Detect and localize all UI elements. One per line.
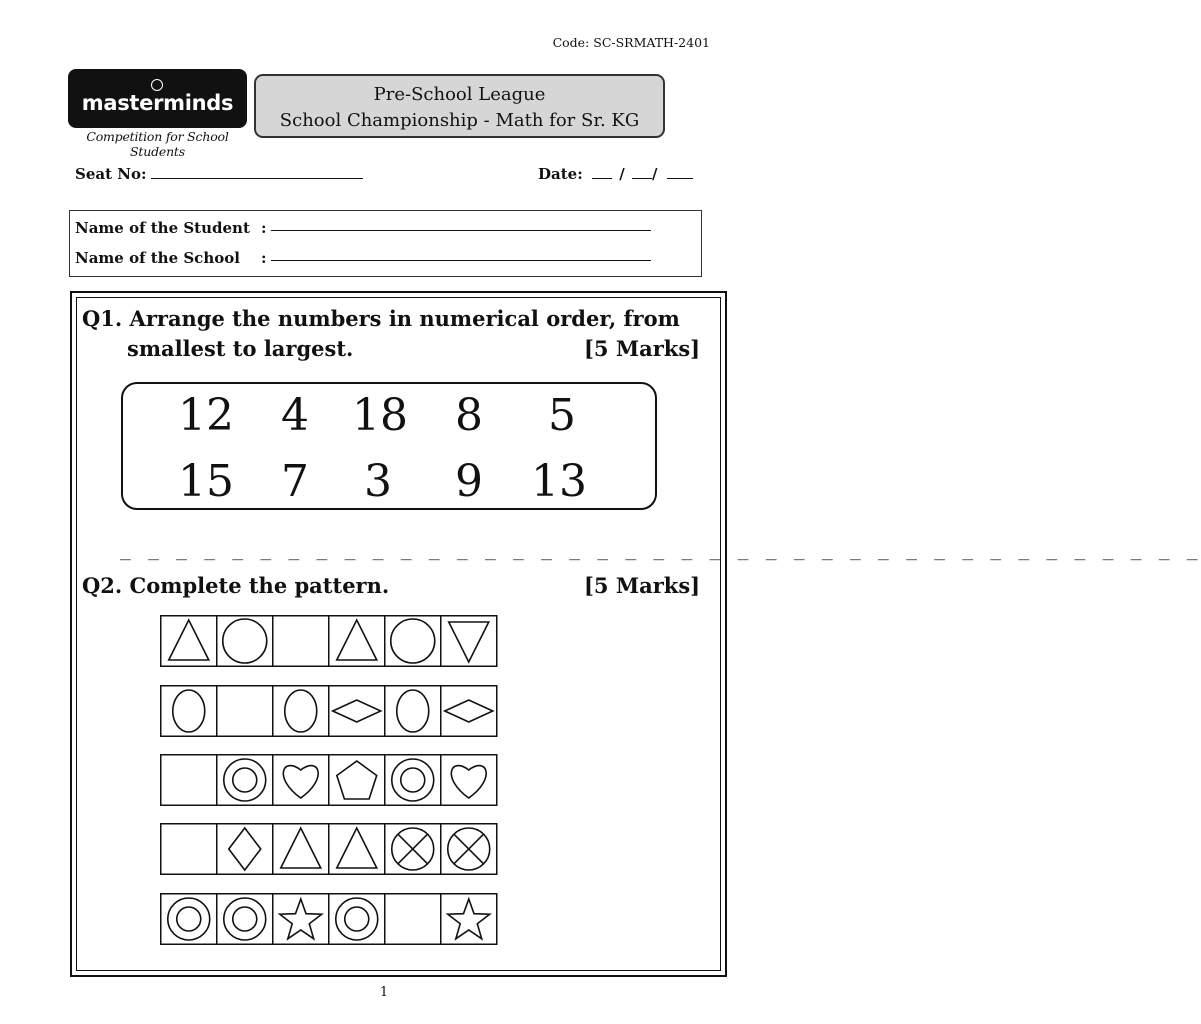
globe-icon [151,79,163,91]
date-year-blank[interactable] [667,167,693,179]
student-name-row[interactable] [75,219,675,237]
pattern-row [160,685,497,737]
triangle-icon [273,824,329,875]
pattern-row-svg [160,893,497,945]
pattern-row [160,615,497,667]
number-item: 7 [281,456,309,507]
school-colon: : [261,249,267,267]
number-item: 3 [364,456,392,507]
number-item: 4 [281,390,309,441]
q1-question-line-1: Q1. Arrange the numbers in numerical order, from [82,306,680,331]
oval-icon [273,686,329,737]
double-circle-icon [329,894,385,945]
pattern-row [160,893,497,945]
number-item: 12 [178,390,234,441]
date-field[interactable]: Date: / / [538,165,693,183]
q2-question: Q2. Complete the pattern. [82,573,390,598]
oval-icon [161,686,217,737]
pattern-row [160,754,497,806]
heart-icon [273,755,329,806]
logo-tagline: Competition for School Students [86,129,229,159]
numbers-box [121,382,657,510]
title-box [254,74,665,138]
date-label: Date: [538,165,583,183]
triangle-icon [329,824,385,875]
title-line-2: School Championship - Math for Sr. KG [279,110,640,131]
double-circle-icon [217,755,273,806]
heart-icon [441,755,497,806]
number-item: 8 [455,390,483,441]
date-day-blank[interactable] [592,167,612,179]
double-circle-icon [161,894,217,945]
star-icon [273,894,329,945]
school-name-row[interactable] [75,249,675,267]
double-circle-icon [385,755,441,806]
blank-cell[interactable] [161,755,217,806]
circle-icon [385,616,441,667]
number-item: 9 [455,456,483,507]
paper-code: Code: SC-SRMATH-2401 [552,35,710,50]
diamond-wide-icon [441,686,497,737]
blank-cell[interactable] [273,616,329,667]
name-box [69,210,702,277]
seat-label: Seat No: [75,165,147,183]
title-line-1: Pre-School League [373,84,546,105]
pattern-row-svg [160,685,497,737]
number-item: 5 [548,390,576,441]
circle-x-icon [385,824,441,875]
blank-cell[interactable] [385,894,441,945]
student-name-blank[interactable] [271,230,651,231]
school-name-blank[interactable] [271,260,651,261]
diamond-tall-icon [217,824,273,875]
q1-marks: [5 Marks] [584,336,701,361]
circle-x-icon [441,824,497,875]
seat-blank[interactable] [151,167,363,179]
oval-icon [385,686,441,737]
pentagon-icon [329,755,385,806]
triangle-icon [161,616,217,667]
student-name-label: Name of the Student [75,219,250,237]
double-circle-icon [217,894,273,945]
q1-question-line-2: smallest to largest. [127,336,354,361]
answer-line[interactable]: _ _ _ _ _ _ _ _ _ _ _ _ _ _ _ _ _ _ _ _ _ _ _ _ _ _ _ _ _ _ _ _ _ _ _ _ _ _ _ [120,540,1201,561]
pattern-row-svg [160,615,497,667]
star-icon [441,894,497,945]
number-item: 13 [531,456,587,507]
pattern-row [160,823,497,875]
date-month-blank[interactable] [632,167,652,179]
logo-wordmark: masterminds [81,91,234,115]
seat-number-field[interactable] [75,165,363,183]
number-item: 15 [178,456,234,507]
school-name-label: Name of the School [75,249,240,267]
triangle-down-icon [441,616,497,667]
q2-marks: [5 Marks] [584,573,701,598]
pattern-row-svg [160,823,497,875]
blank-cell[interactable] [161,824,217,875]
pattern-row-svg [160,754,497,806]
student-colon: : [261,219,267,237]
blank-cell[interactable] [217,686,273,737]
number-item: 18 [352,390,408,441]
page-number: 1 [379,985,389,1000]
masterminds-logo [68,69,247,128]
triangle-icon [329,616,385,667]
circle-icon [217,616,273,667]
diamond-wide-icon [329,686,385,737]
